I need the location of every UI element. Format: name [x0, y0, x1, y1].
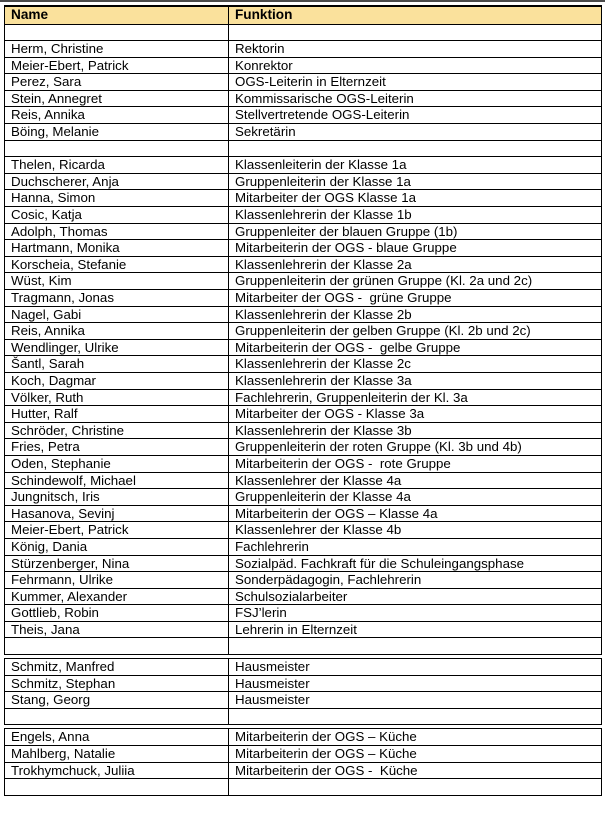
table-row: [5, 692, 602, 709]
table-header-row: [5, 6, 602, 24]
funktion-cell: Klassenlehrerin der Klasse 2c: [229, 356, 602, 373]
table-row: [5, 406, 602, 423]
name-cell: Thelen, Ricarda: [5, 157, 229, 174]
table-row: [5, 356, 602, 373]
name-cell: Theis, Jana: [5, 621, 229, 638]
table-row: [5, 659, 602, 676]
table-row: [5, 389, 602, 406]
table-row: [5, 572, 602, 589]
name-cell: Stang, Georg: [5, 692, 229, 709]
funktion-cell: Klassenlehrerin der Klasse 3b: [229, 422, 602, 439]
name-cell: Koch, Dagmar: [5, 372, 229, 389]
name-cell: [5, 708, 229, 725]
funktion-cell: OGS-Leiterin in Elternzeit: [229, 74, 602, 91]
funktion-cell: Sonderpädagogin, Fachlehrerin: [229, 572, 602, 589]
empty-row: [5, 140, 602, 157]
name-cell: Hanna, Simon: [5, 190, 229, 207]
name-cell: Perez, Sara: [5, 74, 229, 91]
name-cell: König, Dania: [5, 538, 229, 555]
funktion-cell: Mitarbeiterin der OGS – Küche: [229, 729, 602, 746]
table-row: [5, 223, 602, 240]
funktion-cell: Mitarbeiter der OGS - Klasse 3a: [229, 406, 602, 423]
funktion-cell: Klassenlehrerin der Klasse 3a: [229, 372, 602, 389]
hausmeister-table: [4, 658, 602, 725]
table-row: [5, 190, 602, 207]
name-cell: Schmitz, Manfred: [5, 659, 229, 676]
hausmeister-table-body: [5, 659, 602, 725]
funktion-cell: Sekretärin: [229, 124, 602, 141]
empty-row: [5, 708, 602, 725]
funktion-cell: [229, 779, 602, 796]
name-cell: Adolph, Thomas: [5, 223, 229, 240]
funktion-cell: Mitarbeiterin der OGS - blaue Gruppe: [229, 240, 602, 257]
name-cell: Tragmann, Jonas: [5, 290, 229, 307]
table-row: [5, 90, 602, 107]
name-cell: [5, 140, 229, 157]
table-row: [5, 173, 602, 190]
table-row: [5, 124, 602, 141]
funktion-cell: Mitarbeiterin der OGS – Klasse 4a: [229, 505, 602, 522]
funktion-cell: Klassenlehrer der Klasse 4b: [229, 522, 602, 539]
table-row: [5, 207, 602, 224]
name-cell: Herm, Christine: [5, 41, 229, 58]
funktion-cell: Mitarbeiterin der OGS - Küche: [229, 762, 602, 779]
name-cell: Kummer, Alexander: [5, 588, 229, 605]
funktion-cell: [229, 708, 602, 725]
funktion-cell: Klassenlehrerin der Klasse 2b: [229, 306, 602, 323]
kueche-table: [4, 728, 602, 795]
name-cell: Schindewolf, Michael: [5, 472, 229, 489]
table-row: [5, 455, 602, 472]
name-cell: Gottlieb, Robin: [5, 605, 229, 622]
name-column-header: Name: [5, 6, 229, 24]
name-cell: Schmitz, Stephan: [5, 675, 229, 692]
name-cell: Wüst, Kim: [5, 273, 229, 290]
table-row: [5, 439, 602, 456]
table-row: [5, 472, 602, 489]
funktion-cell: Sozialpäd. Fachkraft für die Schuleingangsphase: [229, 555, 602, 572]
table-row: [5, 746, 602, 763]
funktion-cell: Mitarbeiter der OGS - grüne Gruppe: [229, 290, 602, 307]
table-row: [5, 339, 602, 356]
funktion-cell: Hausmeister: [229, 675, 602, 692]
name-cell: Fehrmann, Ulrike: [5, 572, 229, 589]
name-cell: Oden, Stephanie: [5, 455, 229, 472]
table-row: [5, 555, 602, 572]
name-cell: Cosic, Katja: [5, 207, 229, 224]
table-row: [5, 256, 602, 273]
table-row: [5, 422, 602, 439]
funktion-cell: Rektorin: [229, 41, 602, 58]
table-row: [5, 41, 602, 58]
staff-table: [4, 5, 602, 655]
funktion-cell: Mitarbeiterin der OGS - rote Gruppe: [229, 455, 602, 472]
table-row: [5, 621, 602, 638]
funktion-cell: Klassenleiterin der Klasse 1a: [229, 157, 602, 174]
table-row: [5, 273, 602, 290]
name-cell: Böing, Melanie: [5, 124, 229, 141]
funktion-cell: Klassenlehrerin der Klasse 1b: [229, 207, 602, 224]
funktion-cell: Stellvertretende OGS-Leiterin: [229, 107, 602, 124]
name-cell: Duchscherer, Anja: [5, 173, 229, 190]
funktion-cell: Lehrerin in Elternzeit: [229, 621, 602, 638]
funktion-cell: Hausmeister: [229, 659, 602, 676]
name-cell: Stein, Annegret: [5, 90, 229, 107]
table-row: [5, 675, 602, 692]
funktion-cell: Mitarbeiter der OGS Klasse 1a: [229, 190, 602, 207]
name-cell: Wendlinger, Ulrike: [5, 339, 229, 356]
table-row: [5, 57, 602, 74]
table-row: [5, 157, 602, 174]
funktion-cell: Fachlehrerin, Gruppenleiterin der Kl. 3a: [229, 389, 602, 406]
table-row: [5, 489, 602, 506]
funktion-cell: Schulsozialarbeiter: [229, 588, 602, 605]
funktion-cell: Mitarbeiterin der OGS – Küche: [229, 746, 602, 763]
funktion-cell: Gruppenleiterin der Klasse 1a: [229, 173, 602, 190]
name-cell: Hasanova, Sevinj: [5, 505, 229, 522]
kueche-table-body: [5, 729, 602, 795]
empty-row: [5, 779, 602, 796]
funktion-cell: Fachlehrerin: [229, 538, 602, 555]
name-cell: Stürzenberger, Nina: [5, 555, 229, 572]
table-row: [5, 240, 602, 257]
table-row: [5, 522, 602, 539]
funktion-cell: [229, 24, 602, 41]
name-cell: [5, 24, 229, 41]
table-row: [5, 729, 602, 746]
table-row: [5, 605, 602, 622]
name-cell: Meier-Ebert, Patrick: [5, 522, 229, 539]
table-row: [5, 588, 602, 605]
empty-row: [5, 638, 602, 655]
table-row: [5, 372, 602, 389]
table-row: [5, 290, 602, 307]
funktion-cell: [229, 140, 602, 157]
table-row: [5, 306, 602, 323]
table-row: [5, 323, 602, 340]
name-cell: Schröder, Christine: [5, 422, 229, 439]
funktion-cell: [229, 638, 602, 655]
name-cell: Nagel, Gabi: [5, 306, 229, 323]
funktion-cell: Kommissarische OGS-Leiterin: [229, 90, 602, 107]
empty-row: [5, 24, 602, 41]
name-cell: Mahlberg, Natalie: [5, 746, 229, 763]
funktion-cell: Gruppenleiterin der Klasse 4a: [229, 489, 602, 506]
funktion-cell: Gruppenleiterin der grünen Gruppe (Kl. 2a und 2c): [229, 273, 602, 290]
table-row: [5, 762, 602, 779]
funktion-column-header: Funktion: [229, 6, 602, 24]
funktion-cell: Gruppenleiter der blauen Gruppe (1b): [229, 223, 602, 240]
staff-table-body: [5, 24, 602, 655]
funktion-cell: Klassenlehrerin der Klasse 2a: [229, 256, 602, 273]
funktion-cell: Hausmeister: [229, 692, 602, 709]
table-row: [5, 505, 602, 522]
name-cell: [5, 638, 229, 655]
name-cell: Hutter, Ralf: [5, 406, 229, 423]
name-cell: Reis, Annika: [5, 107, 229, 124]
funktion-cell: Mitarbeiterin der OGS - gelbe Gruppe: [229, 339, 602, 356]
name-cell: Engels, Anna: [5, 729, 229, 746]
table-row: [5, 107, 602, 124]
name-cell: Meier-Ebert, Patrick: [5, 57, 229, 74]
name-cell: Trokhymchuck, Juliia: [5, 762, 229, 779]
name-cell: Völker, Ruth: [5, 389, 229, 406]
table-row: [5, 538, 602, 555]
name-cell: Šantl, Sarah: [5, 356, 229, 373]
funktion-cell: Konrektor: [229, 57, 602, 74]
name-cell: Korscheia, Stefanie: [5, 256, 229, 273]
funktion-cell: Klassenlehrer der Klasse 4a: [229, 472, 602, 489]
name-cell: Fries, Petra: [5, 439, 229, 456]
name-cell: Jungnitsch, Iris: [5, 489, 229, 506]
funktion-cell: Gruppenleiterin der gelben Gruppe (Kl. 2b und 2c): [229, 323, 602, 340]
name-cell: [5, 779, 229, 796]
cropped-top-border: [0, 0, 605, 2]
name-cell: Hartmann, Monika: [5, 240, 229, 257]
table-row: [5, 74, 602, 91]
name-cell: Reis, Annika: [5, 323, 229, 340]
funktion-cell: Gruppenleiterin der roten Gruppe (Kl. 3b und 4b): [229, 439, 602, 456]
funktion-cell: FSJ’lerin: [229, 605, 602, 622]
